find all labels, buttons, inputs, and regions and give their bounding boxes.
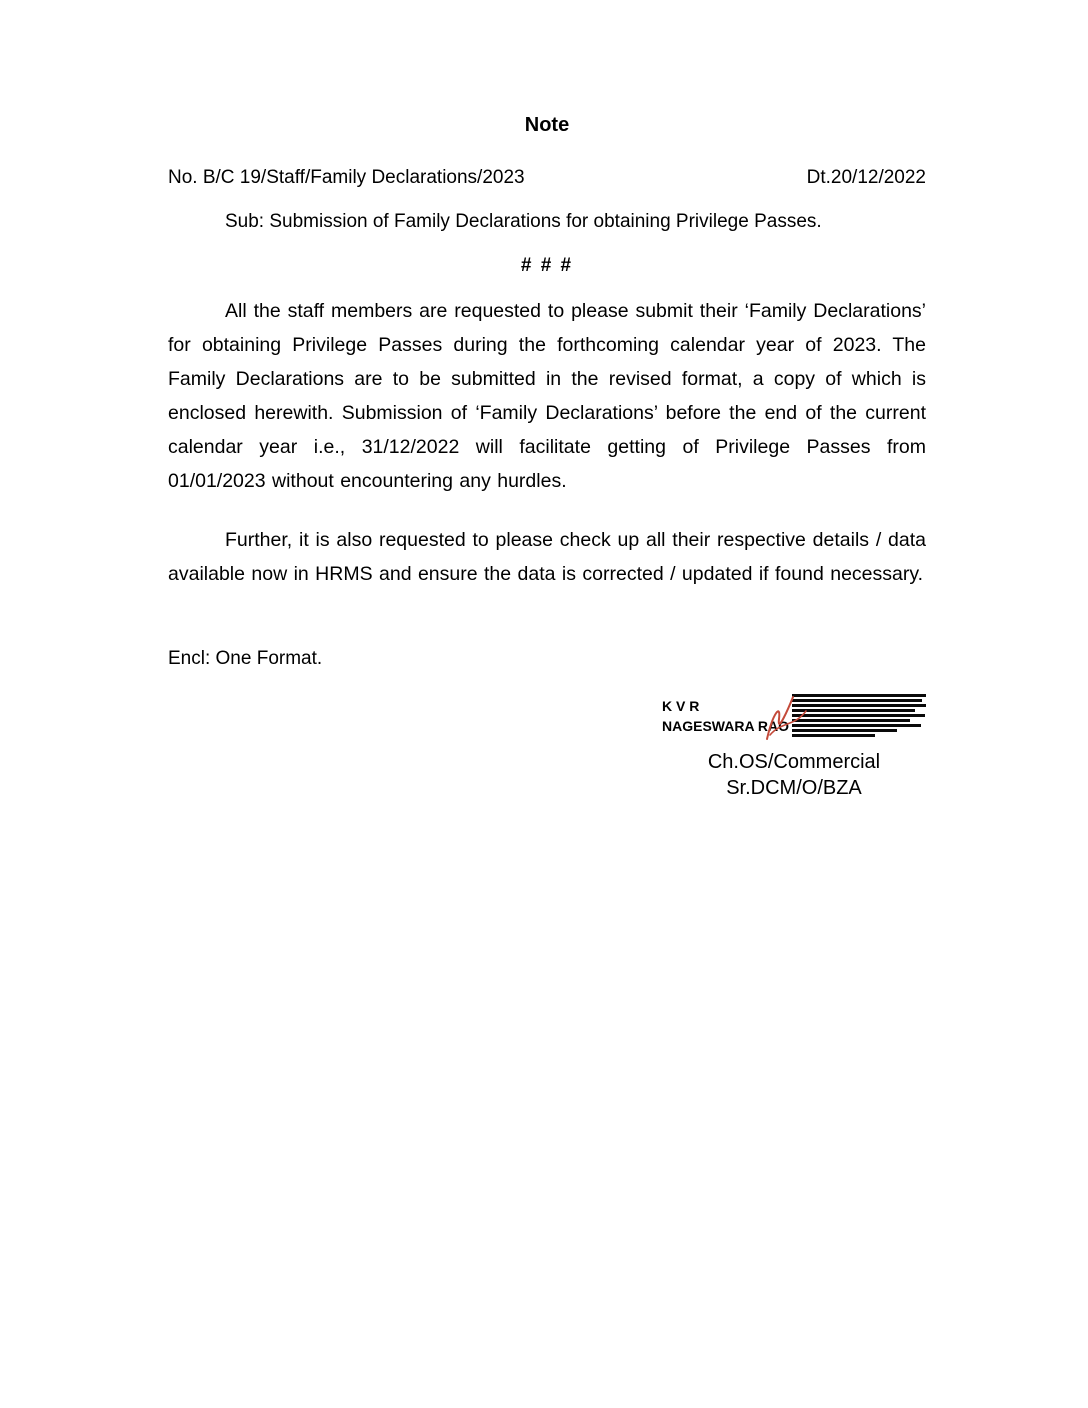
stamp-text-line bbox=[792, 699, 922, 702]
paragraph-1: All the staff members are requested to please submit their ‘Family Declarations’ for obtaining Privilege Passes during the forthcoming calendar year of 2023. The Family Declarations are to be submitted in the revised format, a copy of which is enclosed herewith. Submission of ‘Family Declarations’ before the end of the current calendar year i.e., 31/12/2022 will facilitate getting of Privilege Passes from 01/01/2023 without encountering any hurdles. bbox=[168, 300, 926, 492]
stamp-text-line bbox=[792, 714, 925, 717]
stamp-text-line bbox=[792, 729, 897, 732]
stamp-text-line bbox=[792, 734, 875, 737]
signature-row bbox=[662, 691, 926, 747]
reference-row bbox=[168, 166, 926, 189]
hash-separator: # # # bbox=[520, 255, 574, 276]
stamp-text-line bbox=[792, 709, 915, 712]
stamp-text-line bbox=[792, 719, 910, 722]
reference-number: No. B/C 19/Staff/Family Declarations/2023 bbox=[168, 167, 525, 188]
designation-2: Sr.DCM/O/BZA bbox=[726, 777, 862, 799]
doc-title: Note bbox=[524, 114, 570, 136]
signature-block bbox=[662, 691, 926, 801]
doc-date: Dt.20/12/2022 bbox=[806, 167, 926, 188]
designation-1: Ch.OS/Commercial bbox=[707, 751, 881, 773]
paragraph-2: Further, it is also requested to please check up all their respective details / data available now in HRMS and ensure the data is corrected / updated if found necessary. bbox=[168, 529, 926, 585]
stamp-text-line bbox=[792, 704, 926, 707]
stamp-text-line bbox=[792, 694, 926, 697]
signatory-name: K V R NAGESWARA RAO bbox=[662, 698, 790, 734]
digital-signature-stamp bbox=[792, 691, 926, 747]
stamp-text-line bbox=[792, 724, 921, 727]
enclosure-line: Encl: One Format. bbox=[168, 648, 323, 669]
subject-line: Sub: Submission of Family Declarations for obtaining Privilege Passes. bbox=[225, 211, 822, 232]
